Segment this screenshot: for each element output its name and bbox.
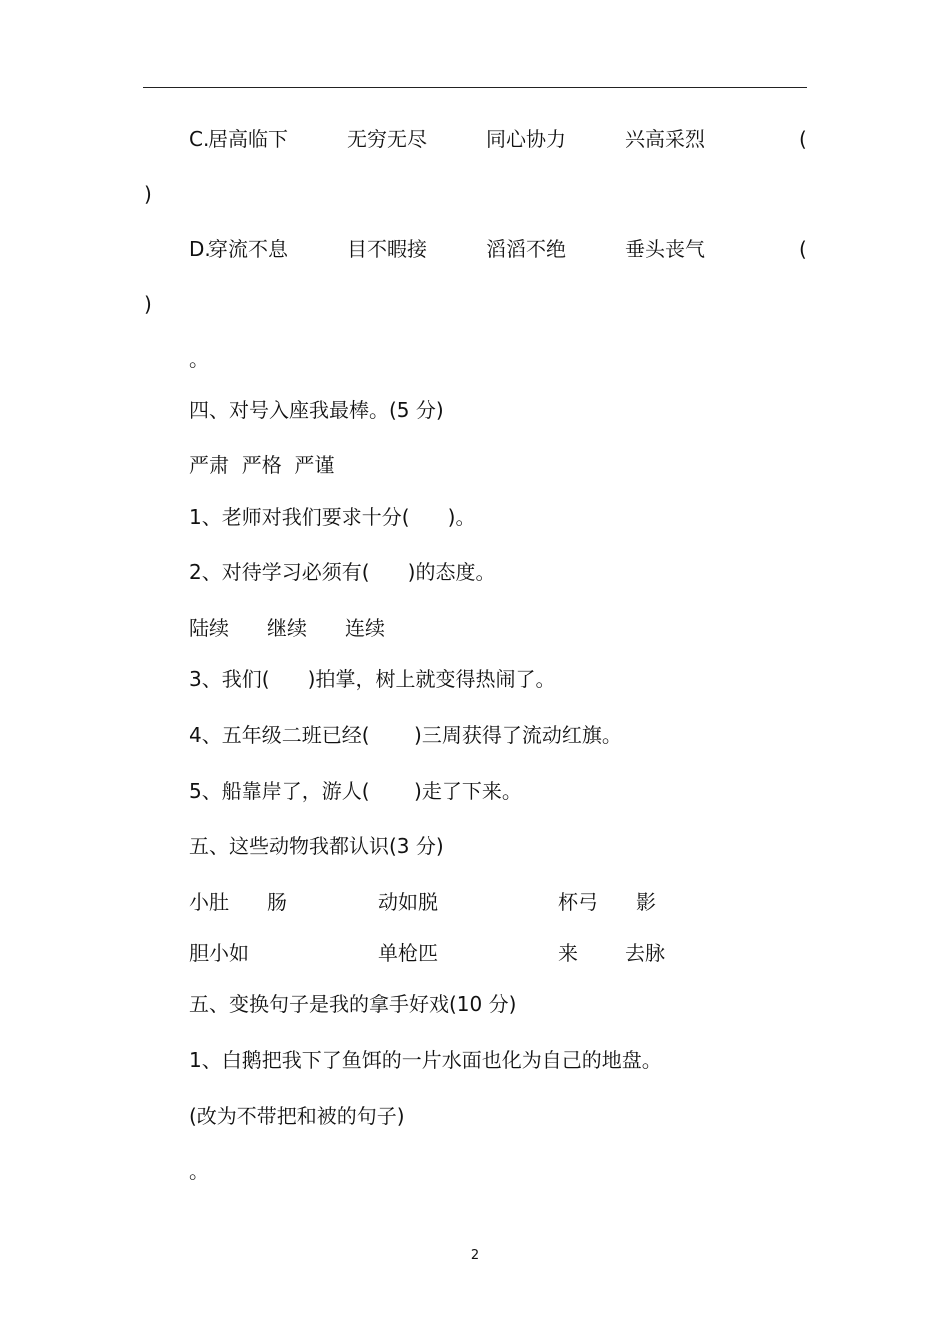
option-c-letter: C. [189,127,210,151]
idiom-fragment: 动如脱 [378,890,438,914]
page-number: 2 [470,1248,480,1263]
idiom-fragment: 小肚 [189,890,229,914]
sentence-instruction: (改为不带把和被的句子) [189,1104,405,1128]
option-d-open-paren: ( [799,237,807,261]
option-c-word-1: 居高临下 [208,127,288,151]
question-2: 2、对待学习必须有( )的态度。 [189,560,496,584]
answer-end-mark: 。 [189,1159,209,1183]
idiom-fragment: 胆小如 [189,941,249,965]
question-1: 1、老师对我们要求十分( )。 [189,505,476,529]
option-c-open-paren: ( [799,127,807,151]
section-4-heading: 四、对号入座我最棒。(5 分) [189,398,444,422]
idiom-fragment: 单枪匹 [378,941,438,965]
option-d-word-3: 滔滔不绝 [486,237,566,261]
word-group-2-item-3: 连续 [345,616,385,640]
option-d-close-paren: ) [144,292,152,316]
question-4: 4、五年级二班已经( )三周获得了流动红旗。 [189,723,622,747]
word-group-2-item-2: 继续 [267,616,307,640]
idiom-fragment: 肠 [267,890,287,914]
answer-end-mark: 。 [189,347,209,371]
word-group-2-item-1: 陆续 [189,616,229,640]
option-d-word-4: 垂头丧气 [625,237,705,261]
option-d-letter: D. [189,237,211,261]
section-5b-heading: 五、变换句子是我的拿手好戏(10 分) [189,992,517,1016]
word-group-1: 严肃 严格 严谨 [189,453,335,477]
option-c-word-2: 无穷无尽 [347,127,427,151]
option-d-word-1: 穿流不息 [208,237,288,261]
idiom-fragment: 杯弓 [558,890,598,914]
option-c-word-3: 同心协力 [486,127,566,151]
option-d-word-2: 目不暇接 [347,237,427,261]
option-c-word-4: 兴高采烈 [625,127,705,151]
idiom-fragment: 影 [636,890,656,914]
idiom-fragment: 去脉 [625,941,665,965]
header-rule [143,87,807,88]
question-3: 3、我们( )拍掌，树上就变得热闹了。 [189,667,556,691]
question-5: 5、船靠岸了，游人( )走了下来。 [189,779,522,803]
option-c-close-paren: ) [144,182,152,206]
idiom-fragment: 来 [558,941,578,965]
section-5a-heading: 五、这些动物我都认识(3 分) [189,834,444,858]
sentence-question-1: 1、白鹅把我下了鱼饵的一片水面也化为自己的地盘。 [189,1048,662,1072]
